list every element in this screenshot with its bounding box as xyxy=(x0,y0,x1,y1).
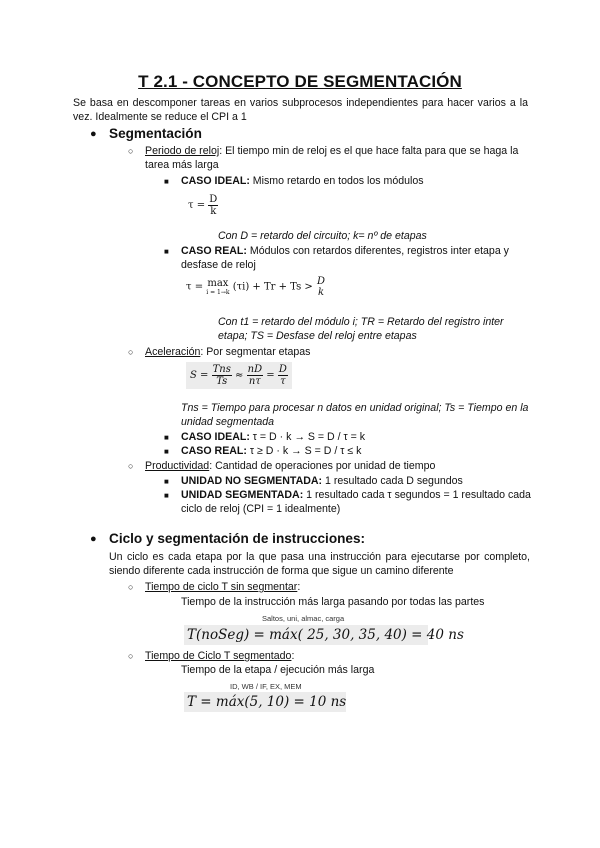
productividad-label: Productividad xyxy=(145,460,210,472)
circle-bullet-icon: ○ xyxy=(128,347,134,357)
square-bullet-icon: ■ xyxy=(164,433,169,442)
formula-denominator: Ts xyxy=(216,376,228,387)
caso-real-label: CASO REAL: xyxy=(181,245,247,257)
periodo-reloj-text: : El tiempo min de reloj es el que hace falta para que se haga la tarea más larga xyxy=(145,145,519,171)
unidad-no-segmentada xyxy=(181,474,531,488)
square-bullet-icon: ■ xyxy=(164,447,169,456)
section-heading-ciclo: Ciclo y segmentación de instrucciones: xyxy=(109,531,366,546)
formula-lhs: τ = xyxy=(186,281,204,293)
formula-body: (τi) + Tr + Ts > xyxy=(232,281,313,293)
formula-denominator: nτ xyxy=(248,376,261,387)
caso-real-text: τ ≥ D · k → S = D / τ ≤ k xyxy=(246,445,362,457)
formula-numerator: Tns xyxy=(212,364,231,375)
square-bullet-icon: ■ xyxy=(164,491,169,500)
real-tau-formula xyxy=(186,276,326,298)
tiempo-sin-segmentar xyxy=(145,580,530,594)
periodo-reloj-paragraph xyxy=(145,144,530,172)
page-title: T 2.1 - CONCEPTO DE SEGMENTACIÓN xyxy=(138,72,462,91)
productividad-paragraph xyxy=(145,459,530,473)
intro-paragraph: Se basa en descomponer tareas en varios subprocesos independientes para hacer varios a la vez. Idealmente se reduce el CPI a 1 xyxy=(73,97,528,123)
circle-bullet-icon: ○ xyxy=(128,461,134,471)
circle-bullet-icon: ○ xyxy=(128,582,134,592)
aceleracion-paragraph xyxy=(145,345,530,359)
caso-real-text: Módulos con retardos diferentes, registros inter etapa y desfase de reloj xyxy=(181,245,509,271)
aceleracion-note: Tns = Tiempo para procesar n datos en unidad original; Ts = Tiempo en la unidad segmentada xyxy=(181,402,529,428)
seg-text: 1 resultado cada τ segundos = 1 resultado cada ciclo de reloj (CPI = 1 idealmente) xyxy=(181,489,531,515)
aceleracion-text: : Por segmentar etapas xyxy=(200,346,311,358)
circle-bullet-icon: ○ xyxy=(128,146,134,156)
square-bullet-icon: ■ xyxy=(164,177,169,186)
bullet-icon: ● xyxy=(90,128,97,140)
seg-colon: : xyxy=(291,650,295,662)
sin-seg-label: Tiempo de ciclo T sin segmentar xyxy=(145,581,298,593)
sin-seg-formula: T(noSeg) = máx( 25, 30, 35, 40) = 40 ns xyxy=(184,625,428,645)
formula-numerator: D xyxy=(317,276,326,287)
ideal-note: Con D = retardo del circuito; k= nº de etapas xyxy=(218,230,427,242)
formula-eq: = xyxy=(266,370,275,381)
formula-s: S = xyxy=(190,370,209,381)
formula-numerator: D xyxy=(209,194,218,205)
ciclo-intro-paragraph: Un ciclo es cada etapa por la que pasa una instrucción para ejecutarse por completo, siendo diferente cada instrucción de forma que sigue un camino diferente xyxy=(109,551,530,577)
tiempo-segmentado xyxy=(145,649,530,663)
aceleracion-caso-ideal xyxy=(181,430,531,444)
productividad-text: : Cantidad de operaciones por unidad de tiempo xyxy=(209,460,436,472)
formula-denominator: k xyxy=(317,287,325,298)
caso-real-label: CASO REAL: xyxy=(181,445,247,457)
square-bullet-icon: ■ xyxy=(164,477,169,486)
unidad-segmentada xyxy=(181,488,531,516)
sin-seg-small-label: Saltos, uni, almac, carga xyxy=(262,614,345,623)
sin-seg-text: Tiempo de la instrucción más larga pasando por todas las partes xyxy=(181,596,485,608)
circle-bullet-icon: ○ xyxy=(128,651,134,661)
formula-numerator: nD xyxy=(247,364,263,375)
formula-max: max xyxy=(207,277,229,289)
formula-lhs: τ = xyxy=(188,200,206,211)
aceleracion-label: Aceleración xyxy=(145,346,201,358)
caso-ideal-label: CASO IDEAL: xyxy=(181,175,250,187)
section-heading-segmentacion: Segmentación xyxy=(109,126,202,141)
sin-seg-colon: : xyxy=(297,581,301,593)
aceleracion-formula xyxy=(186,362,292,389)
formula-max-sub: i = 1→k xyxy=(206,288,230,296)
bullet-icon: ● xyxy=(90,533,97,545)
formula-numerator: D xyxy=(278,364,287,375)
no-seg-text: 1 resultado cada D segundos xyxy=(322,475,463,487)
seg-text: Tiempo de la etapa / ejecución más larga xyxy=(181,664,375,676)
periodo-caso-real xyxy=(181,244,531,272)
aceleracion-caso-real xyxy=(181,444,531,458)
ideal-tau-formula xyxy=(188,194,218,217)
caso-ideal-text: Mismo retardo en todos los módulos xyxy=(249,175,424,187)
square-bullet-icon: ■ xyxy=(164,247,169,256)
seg-label: Tiempo de Ciclo T segmentado xyxy=(145,650,292,662)
seg-small-label: ID, WB / IF, EX, MEM xyxy=(230,682,302,691)
periodo-reloj-label: Periodo de reloj xyxy=(145,145,220,157)
formula-approx: ≈ xyxy=(235,370,244,381)
formula-denominator: τ xyxy=(280,376,286,387)
no-seg-label: UNIDAD NO SEGMENTADA: xyxy=(181,475,323,487)
periodo-caso-ideal xyxy=(181,174,531,188)
formula-denominator: k xyxy=(210,206,217,217)
caso-ideal-text: τ = D · k → S = D / τ = k xyxy=(249,431,366,443)
seg-formula: T = máx(5, 10) = 10 ns xyxy=(184,692,346,712)
real-note: Con t1 = retardo del módulo i; TR = Retardo del registro inter etapa; TS = Desfase del reloj entre etapas xyxy=(218,316,504,342)
seg-label: UNIDAD SEGMENTADA: xyxy=(181,489,304,501)
caso-ideal-label: CASO IDEAL: xyxy=(181,431,250,443)
